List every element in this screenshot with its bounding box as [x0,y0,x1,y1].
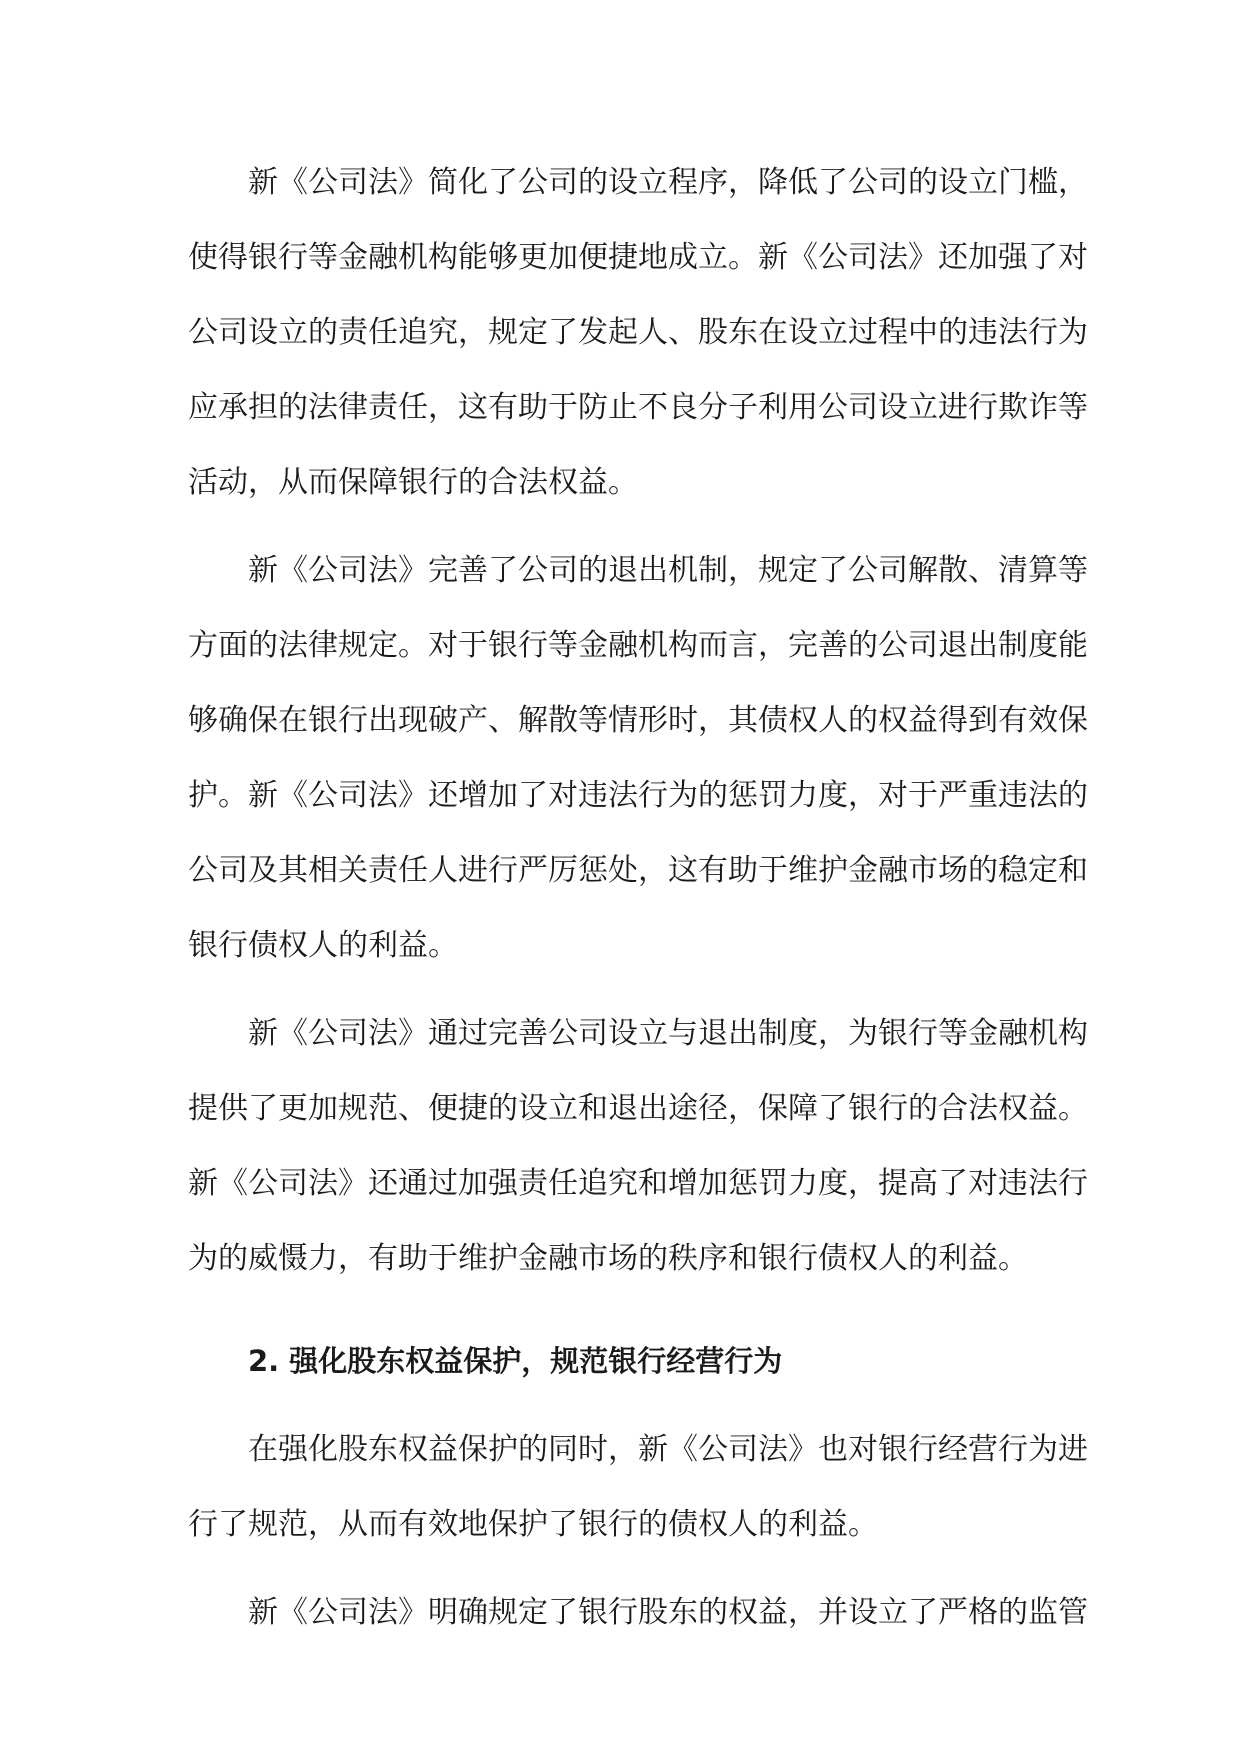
paragraph-line: 行了规范，从而有效地保护了银行的债权人的利益。 [188,1507,878,1542]
paragraph-line: 银行债权人的利益。 [188,928,458,963]
paragraph-line: 在强化股东权益保护的同时，新《公司法》也对银行经营行为进 [248,1432,1088,1467]
paragraph-5 [188,1575,1088,1650]
paragraph-line: 提供了更加规范、便捷的设立和退出途径，保障了银行的合法权益。 [188,1091,1088,1126]
paragraph-line: 新《公司法》明确规定了银行股东的权益，并设立了严格的监管 [248,1595,1088,1630]
paragraph-line: 公司设立的责任追究，规定了发起人、股东在设立过程中的违法行为 [188,315,1088,350]
paragraph-4 [188,1412,1088,1562]
paragraph-line: 公司及其相关责任人进行严厉惩处，这有助于维护金融市场的稳定和 [188,853,1088,888]
paragraph-line: 为的威慑力，有助于维护金融市场的秩序和银行债权人的利益。 [188,1241,1028,1276]
paragraph-line: 新《公司法》通过完善公司设立与退出制度，为银行等金融机构 [248,1016,1088,1051]
paragraph-spacer [188,983,1058,996]
paragraph-line: 够确保在银行出现破产、解散等情形时，其债权人的权益得到有效保 [188,703,1088,738]
paragraph-line: 新《公司法》完善了公司的退出机制，规定了公司解散、清算等 [248,553,1088,588]
heading-spacer [188,1296,1058,1324]
document-body [188,145,1088,1650]
section-heading: 2. 强化股东权益保护，规范银行经营行为 [248,1344,783,1378]
paragraph-spacer [188,1399,1058,1412]
paragraph-line: 活动，从而保障银行的合法权益。 [188,465,638,500]
paragraph-line: 护。新《公司法》还增加了对违法行为的惩罚力度，对于严重违法的 [188,778,1088,813]
paragraph-line: 新《公司法》简化了公司的设立程序，降低了公司的设立门槛， [248,165,1088,200]
paragraph-2 [188,533,1088,983]
paragraph-line: 新《公司法》还通过加强责任追究和增加惩罚力度，提高了对违法行 [188,1166,1088,1201]
paragraph-line: 方面的法律规定。对于银行等金融机构而言，完善的公司退出制度能 [188,628,1088,663]
paragraph-3 [188,996,1088,1296]
paragraph-spacer [188,520,1058,533]
paragraph-line: 应承担的法律责任，这有助于防止不良分子利用公司设立进行欺诈等 [188,390,1088,425]
paragraph-spacer [188,1562,1058,1575]
paragraph-line: 使得银行等金融机构能够更加便捷地成立。新《公司法》还加强了对 [188,240,1088,275]
paragraph-1 [188,145,1088,520]
